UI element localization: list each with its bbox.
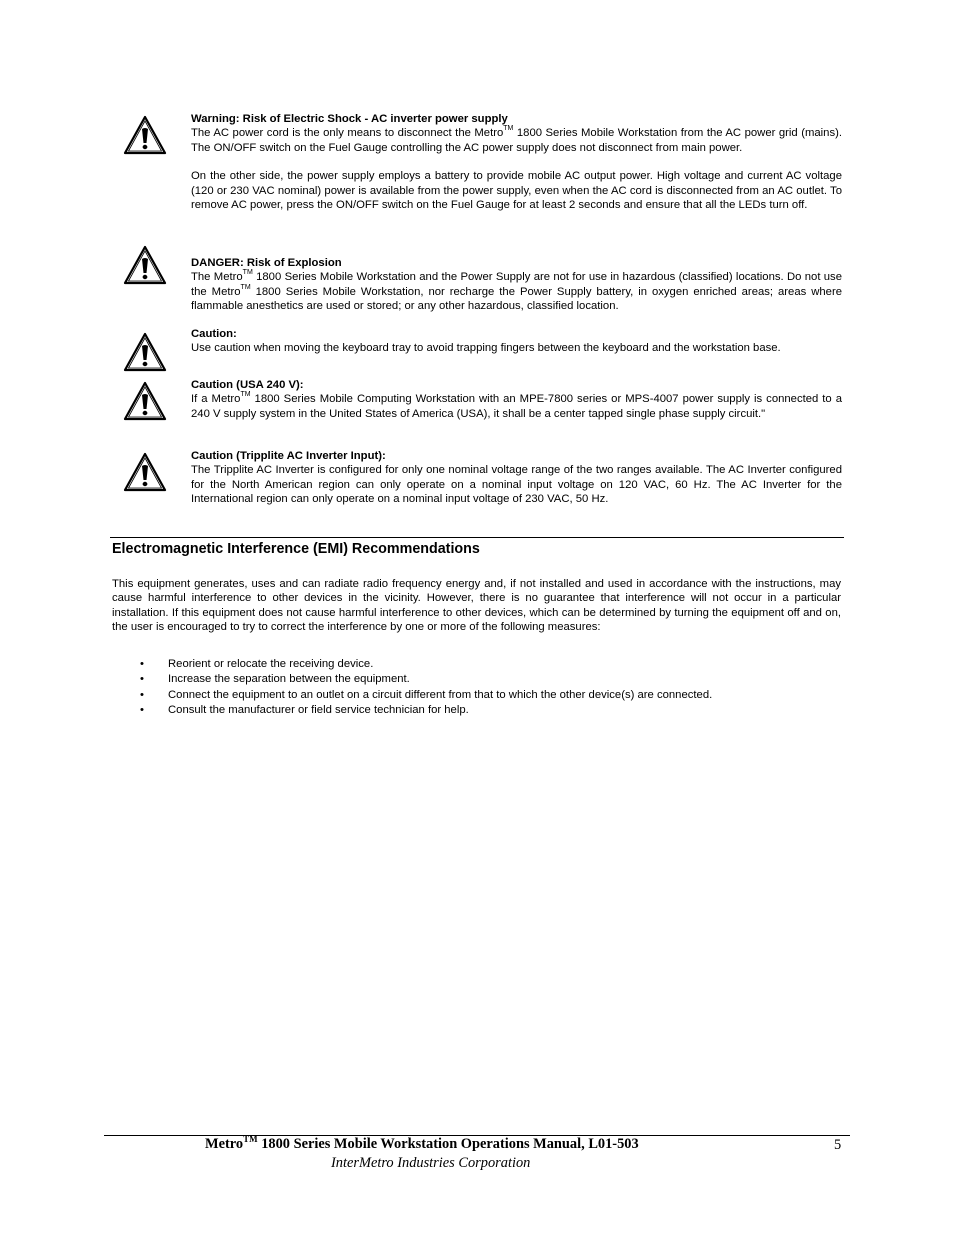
warning-triangle-icon — [122, 331, 168, 373]
warning-paragraph: The Metro™ 1800 Series Mobile Workstation and the Power Supply are not for use in hazardous (classified) locations. Do not use the Metro™ 1800 Series Mobile Workstation, nor recharge the Power Supply battery, in oxygen enriched areas; areas where flammable anesthetics are used or stored; or any other hazardous, classified location. — [191, 269, 842, 313]
warning-title: Caution (USA 240 V): — [191, 379, 304, 391]
list-item: • Increase the separation between the equipment. — [112, 672, 841, 687]
section-intro: This equipment generates, uses and can radiate radio frequency energy and, if not installed and used in accordance with the instructions, may cause harmful interference to other devices in the vicinity. However, there is no guarantee that interference will not occur in a particular installation. If this equipment does not cause harmful interference to other devices, which can be determined by turning the equipment off and on, the user is encouraged to try to correct the interference by one or more of the following measures: — [112, 578, 841, 634]
section-divider — [110, 537, 844, 538]
list-item: • Reorient or relocate the receiving device. — [112, 657, 841, 672]
warning-text — [191, 378, 842, 421]
warning-paragraph: The AC power cord is the only means to disconnect the Metro™ 1800 Series Mobile Workstation from the AC power grid (mains). The ON/OFF switch on the Fuel Gauge controlling the AC power supply does not disconnect from main power. — [191, 125, 842, 154]
recommendation-list — [112, 657, 841, 719]
warning-triangle-icon — [122, 451, 168, 493]
warning-text — [191, 327, 842, 356]
warning-title: DANGER: Risk of Explosion — [191, 257, 342, 269]
footer-company: InterMetro Industries Corporation — [331, 1155, 531, 1171]
list-item: • Consult the manufacturer or field service technician for help. — [112, 703, 841, 718]
warning-paragraph: The Tripplite AC Inverter is configured for only one nominal voltage range of the two ranges available. The AC Inverter configured for the North American region can only operate on a nominal input voltage on 120 VAC, 60 Hz. The AC Inverter for the International region can only operate on a nominal input voltage of 230 VAC, 50 Hz. — [191, 464, 842, 506]
warning-triangle-icon — [122, 380, 168, 422]
warning-title: Caution (Tripplite AC Inverter Input): — [191, 450, 386, 462]
warning-text — [191, 449, 842, 507]
warning-title: Warning: Risk of Electric Shock - AC inverter power supply — [191, 113, 508, 125]
warning-title: Caution: — [191, 328, 237, 340]
list-item: • Connect the equipment to an outlet on a circuit different from that to which the other device(s) are connected. — [112, 688, 841, 703]
footer-title: Metro™ 1800 Series Mobile Workstation Operations Manual, L01-503 — [205, 1134, 639, 1152]
page-number: 5 — [834, 1137, 842, 1153]
warning-text — [191, 112, 842, 212]
warning-paragraph: On the other side, the power supply employs a battery to provide mobile AC output power. High voltage and current AC voltage (120 or 230 VAC nominal) power is available from the power supply, even when the AC cord is disconnected from an AC outlet. To remove AC power, press the ON/OFF switch on the Fuel Gauge for at least 2 seconds and ensure that all the LEDs turn off. — [191, 170, 842, 212]
warning-triangle-icon — [122, 244, 168, 286]
warning-text — [191, 256, 842, 314]
warning-paragraph: Use caution when moving the keyboard tray to avoid trapping fingers between the keyboard and the workstation base. — [191, 342, 781, 355]
warning-triangle-icon — [122, 114, 168, 156]
section-title: Electromagnetic Interference (EMI) Recommendations — [112, 541, 480, 557]
warning-paragraph: If a Metro™ 1800 Series Mobile Computing Workstation with an MPE-7800 series or MPS-4007 power supply is connected to a 240 V supply system in the United States of America (USA), it shall be a center tapped single phase supply circuit." — [191, 391, 842, 420]
